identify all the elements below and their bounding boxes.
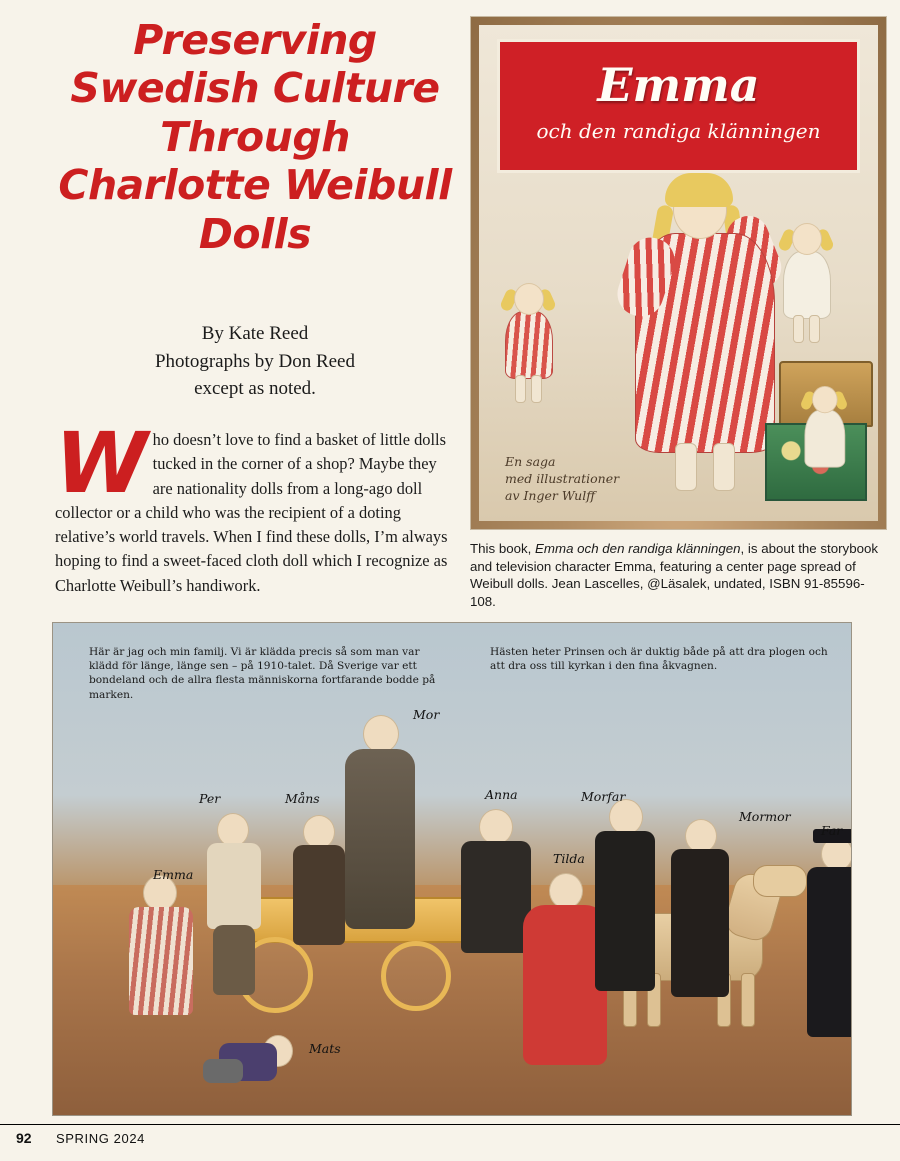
page-title <box>55 16 455 258</box>
label-emma: Emma <box>153 867 194 882</box>
small-doll-dress <box>804 410 845 468</box>
doll-figure-mormor <box>669 819 733 999</box>
wagon-wheel-rear <box>381 941 451 1011</box>
doll-head <box>217 813 249 847</box>
doll-head <box>303 815 335 849</box>
page-number: 92 <box>16 1130 32 1146</box>
small-doll-head <box>812 386 838 413</box>
small-doll-dress <box>783 251 831 319</box>
label-mans: Måns <box>285 791 320 806</box>
doll-dress <box>345 749 415 929</box>
headline-line-5: Dolls <box>198 209 312 258</box>
headline-line-1: Preserving <box>133 16 377 64</box>
doll-figure-far <box>805 829 852 1049</box>
doll-shirt <box>207 843 261 929</box>
small-doll-leg-right <box>809 315 820 343</box>
headline-line-3: Through <box>160 112 350 161</box>
label-per: Per <box>199 791 221 806</box>
label-far: Far <box>821 823 843 838</box>
doll-head <box>479 809 513 845</box>
small-doll-leg-right <box>531 375 542 403</box>
photo-note-left: Här är jag och min familj. Vi är klädda precis så som man var klädd för länge, länge sen – på 1910-talet. Då Sverige var ett bondeland och de allra flesta människorna fortfarande bodde på marken. <box>89 646 436 701</box>
byline-author: By Kate Reed <box>201 323 309 344</box>
doll-suit <box>807 867 852 1037</box>
label-mats: Mats <box>309 1041 341 1056</box>
doll-dress <box>671 849 729 997</box>
horse-head <box>753 865 807 897</box>
caption-book-title: Emma och den randiga klänningen <box>535 541 741 556</box>
issue-label: SPRING 2024 <box>56 1131 145 1146</box>
horse-leg-4 <box>741 973 755 1027</box>
photo-note-right: Hästen heter Prinsen och är duktig både på att dra plogen och att dra oss till kyrkan i den fina åkvagnen. <box>490 646 828 673</box>
doll-trousers <box>203 1059 243 1083</box>
doll-figure-per <box>203 813 267 1003</box>
book-illustrator-credit <box>505 454 619 505</box>
book-cover-image <box>470 16 887 530</box>
caption-lead: This book, <box>470 541 536 556</box>
caption-rest: , is about the storybook and television character Emma, featuring a center page spread of Weibull dolls. Jean Lascelles, @Läsalek, undated, ISBN 91-85596-108. <box>470 541 879 610</box>
small-doll-head <box>792 223 822 255</box>
family-dolls-photo <box>52 622 852 1116</box>
doll-leg-right <box>713 443 735 491</box>
small-doll-dress <box>505 311 553 379</box>
doll-head <box>363 715 399 753</box>
book-subtitle: och den randiga klänningen <box>536 119 821 143</box>
book-title: Emma <box>597 58 760 112</box>
byline <box>55 320 455 403</box>
byline-note: except as noted. <box>194 378 316 400</box>
headline-line-2: Swedish Culture <box>70 64 440 113</box>
cover-caption <box>470 540 887 611</box>
credit-line-2: med illustrationer <box>505 471 620 487</box>
doll-coat <box>293 845 345 945</box>
doll-figure-mor <box>341 715 421 935</box>
book-title-panel <box>497 39 860 173</box>
label-morfar: Morfar <box>581 789 626 804</box>
label-tilda: Tilda <box>553 851 585 866</box>
doll-figure-mats <box>203 1023 313 1093</box>
emma-doll-illustration <box>629 175 779 495</box>
doll-figure-emma <box>127 875 197 1025</box>
doll-head <box>609 799 643 835</box>
byline-photographer: Photographs by Don Reed <box>154 350 355 372</box>
label-mor: Mor <box>413 707 440 722</box>
footer-divider <box>0 1124 900 1125</box>
label-anna: Anna <box>485 787 518 802</box>
small-doll-seated <box>801 386 847 488</box>
doll-dress <box>129 907 193 1015</box>
doll-leg-left <box>675 443 697 491</box>
drop-cap: W <box>55 414 148 512</box>
label-mormor: Mormor <box>739 809 791 824</box>
doll-head <box>549 873 583 909</box>
book-cover-artwork <box>479 25 878 521</box>
small-doll-leg-left <box>515 375 526 403</box>
doll-figure-morfar <box>591 799 661 999</box>
small-doll-leg-left <box>793 315 804 343</box>
doll-coat <box>595 831 655 991</box>
credit-line-3: av Inger Wulff <box>505 488 596 504</box>
headline-line-4: Charlotte Weibull <box>58 161 452 210</box>
small-doll-left <box>501 283 555 403</box>
doll-head <box>685 819 717 853</box>
small-doll-head <box>514 283 544 315</box>
small-doll-right <box>779 223 833 343</box>
article-body <box>55 414 455 598</box>
doll-trousers <box>213 925 255 995</box>
body-paragraph: ho doesn’t love to find a basket of little dolls tucked in the corner of a shop? Maybe they are nationality dolls from a long-ago doll collector or a child who was the recipient of a doting relative’s world travels. When I find these dolls, I’m always hoping to find a sweet-faced cloth doll which I recognize as Charlotte Weibull’s handiwork. <box>55 430 448 595</box>
doll-hair <box>665 173 733 207</box>
credit-line-1: En saga <box>505 454 556 470</box>
